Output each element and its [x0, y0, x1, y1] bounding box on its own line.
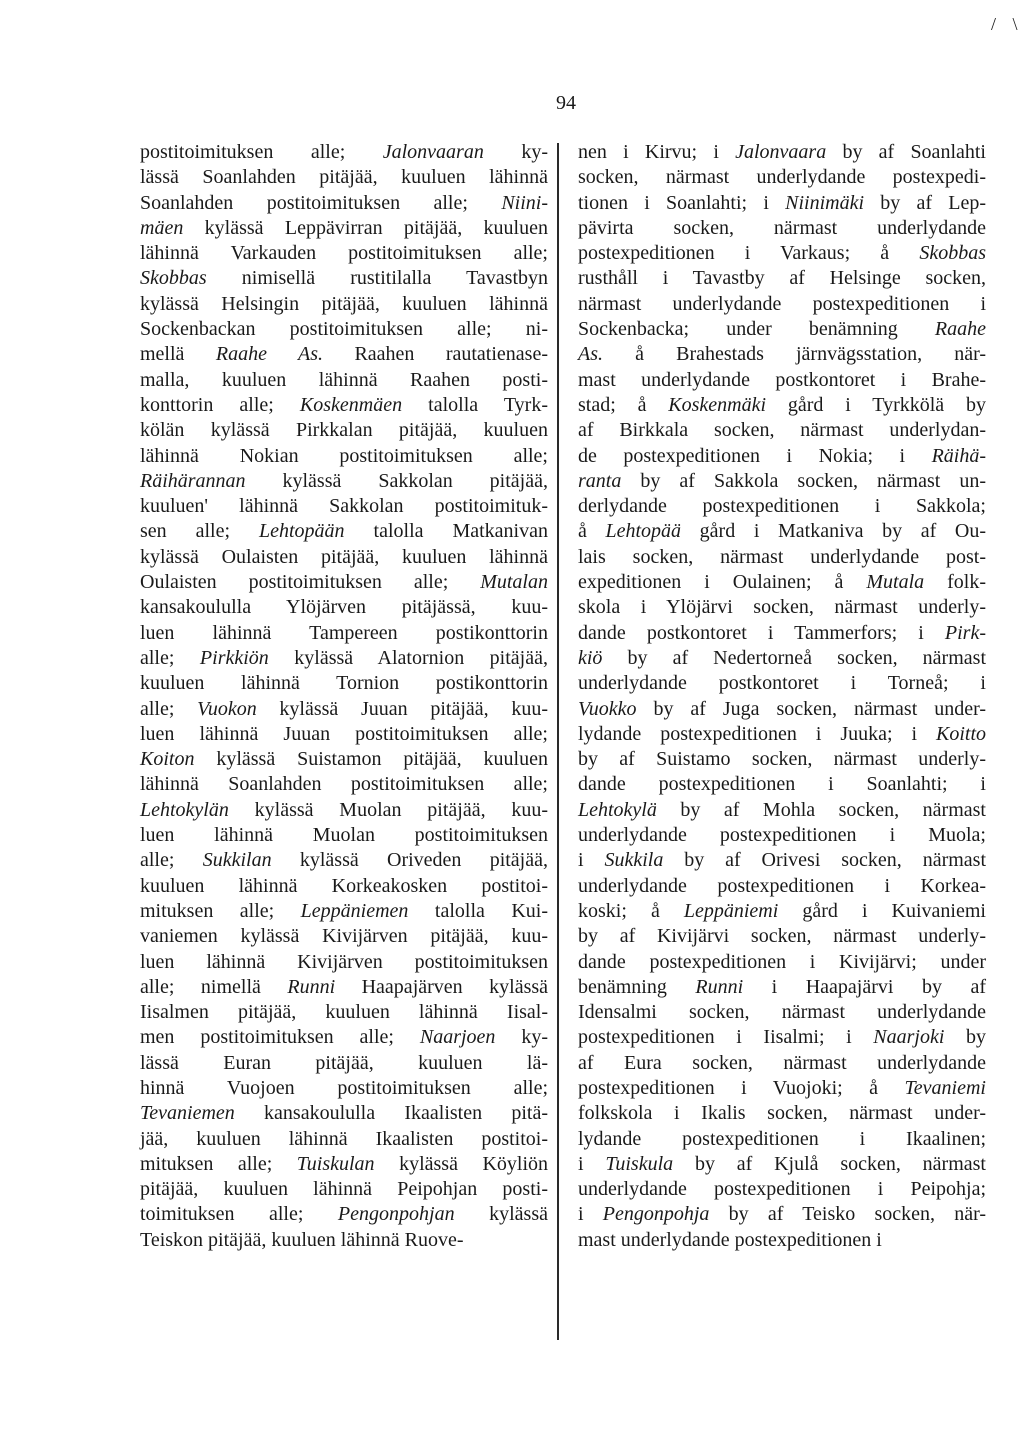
italic-place-name: Tevaniemi	[904, 1076, 986, 1099]
italic-place-name: Lehtokylä	[578, 798, 657, 821]
swedish-text-line	[578, 823, 986, 848]
swedish-text-line	[578, 165, 986, 190]
text-segment: stad; å	[578, 393, 669, 416]
swedish-text-line	[578, 924, 986, 949]
italic-place-name: Raahe	[934, 318, 986, 341]
text-segment: alle;	[140, 646, 200, 669]
swedish-text-line	[578, 368, 986, 393]
swedish-text-line	[578, 1127, 986, 1152]
finnish-text-line	[140, 975, 548, 1000]
text-segment: benämning	[578, 975, 696, 998]
finnish-text-line	[140, 342, 548, 367]
text-segment: mast underlydande postkontoret i Brahe-	[578, 368, 986, 391]
italic-place-name: Sukkila	[604, 849, 664, 872]
swedish-text-line	[578, 1051, 986, 1076]
italic-place-name: Sukkilan	[202, 849, 272, 872]
italic-place-name: Koitto	[935, 722, 986, 745]
swedish-text-line	[578, 393, 986, 418]
italic-place-name: Naarjoen	[419, 1026, 496, 1049]
swedish-text-line	[578, 874, 986, 899]
text-segment: luen lähinnä Tampereen postikonttorin	[140, 621, 548, 644]
text-segment: sen alle;	[140, 520, 259, 543]
italic-place-name: Mutalan	[480, 571, 548, 594]
swedish-text-line	[578, 494, 986, 519]
swedish-text-line	[578, 1228, 986, 1253]
finnish-text-line	[140, 798, 548, 823]
text-segment: lais socken, närmast underlydande post-	[578, 545, 986, 568]
swedish-text-line	[578, 1177, 986, 1202]
italic-place-name: Vuokon	[197, 697, 257, 720]
italic-place-name: Naarjoki	[873, 1026, 945, 1049]
text-segment: nimisellä rustitilalla Tavastbyn	[206, 267, 548, 290]
swedish-text-line	[578, 1152, 986, 1177]
text-segment: lydande postexpeditionen i Ikaalinen;	[578, 1127, 986, 1150]
finnish-text-line	[140, 165, 548, 190]
swedish-text-line	[578, 545, 986, 570]
finnish-text-line	[140, 545, 548, 570]
column-divider	[557, 143, 559, 1340]
text-segment: Haapajärven kylässä	[335, 975, 549, 998]
finnish-text-line	[140, 697, 548, 722]
swedish-text-line	[578, 266, 986, 291]
swedish-text-line	[578, 950, 986, 975]
finnish-text-line	[140, 140, 548, 165]
text-segment: lydande postexpeditionen i Juuka; i	[578, 722, 936, 745]
finnish-text-line	[140, 595, 548, 620]
text-segment: nen i Kirvu; i	[578, 141, 736, 163]
finnish-text-line	[140, 1051, 548, 1076]
text-segment: Idensalmi socken, närmast underlydande	[578, 1001, 986, 1024]
text-segment: lässä Soanlahden pitäjää, kuuluen lähinnä	[140, 166, 548, 189]
text-segment: kylässä Suistamon pitäjää, kuuluen	[194, 748, 548, 771]
text-segment: lähinnä Nokian postitoimituksen alle;	[140, 444, 548, 467]
swedish-text-line	[578, 1202, 986, 1227]
finnish-text-line	[140, 874, 548, 899]
text-segment: kuuluen' lähinnä Sakkolan postitoimituk-	[140, 495, 548, 518]
finnish-text-line	[140, 317, 548, 342]
finnish-text-line	[140, 747, 548, 772]
text-segment: Teiskon pitäjää, kuuluen lähinnä Ruove-	[140, 1228, 464, 1251]
finnish-text-line	[140, 216, 548, 241]
finnish-text-line	[140, 722, 548, 747]
text-segment: ky-	[483, 141, 548, 163]
italic-place-name: Tevaniemen	[140, 1102, 235, 1125]
finnish-text-line	[140, 848, 548, 873]
swedish-text-line	[578, 747, 986, 772]
text-segment: jää, kuuluen lähinnä Ikaalisten postitoi-	[140, 1127, 548, 1150]
italic-place-name: Vuokko	[578, 697, 637, 720]
finnish-text-line	[140, 494, 548, 519]
finnish-text-column	[140, 140, 548, 1253]
text-segment: postexpeditionen i Iisalmi; i	[578, 1026, 874, 1049]
text-segment: men postitoimituksen alle;	[140, 1026, 420, 1049]
text-segment: mellä	[140, 343, 216, 366]
text-segment: koski; å	[578, 899, 684, 922]
italic-place-name: Räihärannan	[140, 469, 246, 492]
text-segment: by af Lep-	[864, 191, 986, 214]
swedish-text-line	[578, 444, 986, 469]
text-segment: postexpeditionen i Varkaus; å	[578, 242, 920, 265]
text-segment: by af Suistamo socken, närmast underly-	[578, 748, 986, 771]
italic-place-name: Koskenmäen	[299, 393, 403, 416]
swedish-text-line	[578, 671, 986, 696]
italic-place-name: Leppäniemen	[300, 899, 409, 922]
text-segment: alle;	[140, 849, 203, 872]
swedish-text-line	[578, 848, 986, 873]
text-segment: dande postkontoret i Tammerfors; i	[578, 621, 945, 644]
text-segment: hinnä Vuojoen postitoimituksen alle;	[140, 1076, 548, 1099]
text-segment: lässä Euran pitäjää, kuuluen lä-	[140, 1051, 548, 1074]
swedish-text-line	[578, 570, 986, 595]
italic-place-name: Raahe As.	[215, 343, 324, 366]
italic-place-name: Skobbas	[919, 242, 986, 265]
text-segment: folk-	[924, 571, 986, 594]
finnish-text-line	[140, 570, 548, 595]
italic-place-name: Skobbas	[140, 267, 207, 290]
finnish-text-line	[140, 1000, 548, 1025]
swedish-text-line	[578, 519, 986, 544]
finnish-text-line	[140, 823, 548, 848]
text-segment: luen lähinnä Muolan postitoimituksen	[140, 824, 548, 847]
text-segment: mituksen alle;	[140, 899, 301, 922]
swedish-text-line	[578, 317, 986, 342]
italic-place-name: Koskenmäki	[668, 393, 767, 416]
swedish-text-line	[578, 1025, 986, 1050]
finnish-text-line	[140, 1228, 548, 1253]
italic-place-name: Pengonpohja	[602, 1203, 710, 1226]
italic-place-name: Lehtopää	[605, 520, 682, 543]
finnish-text-line	[140, 292, 548, 317]
swedish-text-line	[578, 722, 986, 747]
italic-place-name: As.	[578, 343, 603, 366]
text-segment: kylässä	[454, 1203, 548, 1226]
text-segment: mast underlydande postexpeditionen i	[578, 1228, 882, 1251]
text-segment: Raahen rautatienase-	[323, 343, 548, 366]
text-segment: alle;	[140, 697, 198, 720]
swedish-text-line	[578, 899, 986, 924]
italic-place-name: Lehtopään	[259, 520, 345, 543]
text-segment: by af Juga socken, närmast under-	[636, 697, 986, 720]
finnish-text-line	[140, 621, 548, 646]
text-segment: by	[944, 1026, 987, 1049]
text-segment: å	[578, 520, 606, 543]
swedish-text-line	[578, 241, 986, 266]
text-segment: talolla Tyrk-	[402, 393, 548, 416]
italic-place-name: Runni	[695, 975, 744, 998]
finnish-text-line	[140, 1025, 548, 1050]
swedish-text-line	[578, 646, 986, 671]
swedish-text-line	[578, 975, 986, 1000]
italic-place-name: Niinimäki	[785, 191, 865, 214]
italic-place-name: Jalonvaara	[735, 141, 827, 163]
text-segment: gård i Kuivaniemi	[778, 899, 986, 922]
text-segment: lähinnä Soanlahden postitoimituksen alle;	[140, 773, 548, 796]
swedish-text-line	[578, 1076, 986, 1101]
text-segment: by af Orivesi socken, närmast	[663, 849, 987, 872]
text-segment: by af Kivijärvi socken, närmast underly-	[578, 925, 986, 948]
text-segment: by af Kjulå socken, närmast	[673, 1152, 986, 1175]
text-segment: i	[578, 849, 605, 872]
text-segment: kylässä Oriveden pitäjää,	[271, 849, 548, 872]
finnish-text-line	[140, 368, 548, 393]
text-segment: Iisalmen pitäjää, kuuluen lähinnä Iisal-	[140, 1001, 548, 1024]
text-segment: postexpeditionen i Vuojoki; å	[578, 1076, 905, 1099]
text-segment: de postexpeditionen i Nokia; i	[578, 444, 932, 467]
swedish-text-line	[578, 798, 986, 823]
italic-place-name: Räihä-	[931, 444, 986, 467]
text-segment: kylässä Helsingin pitäjää, kuuluen lähinnä	[140, 292, 548, 315]
swedish-text-line	[578, 292, 986, 317]
text-segment: luen lähinnä Juuan postitoimituksen alle;	[140, 722, 548, 745]
text-segment: by af Nedertorneå socken, närmast	[602, 646, 986, 669]
text-segment: socken, närmast underlydande postexpedi-	[578, 166, 986, 189]
text-segment: underlydande postexpeditionen i Peipohja;	[578, 1178, 986, 1201]
text-segment: kylässä Leppävirran pitäjää, kuuluen	[183, 216, 548, 239]
italic-place-name: Lehtokylän	[140, 798, 229, 821]
text-segment: å Brahestads järnvägsstation, när-	[603, 343, 986, 366]
text-segment: ky-	[495, 1026, 548, 1049]
swedish-text-line	[578, 140, 986, 165]
text-segment: Sockenbackan postitoimituksen alle; ni-	[140, 318, 548, 341]
finnish-text-line	[140, 671, 548, 696]
italic-place-name: Leppäniemi	[683, 899, 779, 922]
italic-place-name: ranta	[578, 469, 622, 492]
finnish-text-line	[140, 393, 548, 418]
swedish-text-line	[578, 1101, 986, 1126]
finnish-text-line	[140, 469, 548, 494]
finnish-text-line	[140, 1202, 548, 1227]
finnish-text-line	[140, 418, 548, 443]
italic-place-name: Mutala	[866, 571, 925, 594]
swedish-text-line	[578, 621, 986, 646]
swedish-text-line	[578, 342, 986, 367]
text-segment: luen lähinnä Kivijärven postitoimituksen	[140, 950, 548, 973]
page-number: 94	[556, 92, 576, 114]
text-segment: närmast underlydande postexpeditionen i	[578, 292, 986, 315]
text-segment: underlydande postexpeditionen i Muola;	[578, 824, 986, 847]
italic-place-name: Tuiskulan	[296, 1152, 375, 1175]
text-segment: talolla Kui-	[408, 899, 548, 922]
text-segment: kylässä Oulaisten pitäjää, kuuluen lähinnä	[140, 545, 548, 568]
text-segment: pävirta socken, närmast underlydande	[578, 216, 986, 239]
text-segment: kylässä Alatornion pitäjää,	[268, 646, 548, 669]
text-segment: kylässä Köyliön	[374, 1152, 548, 1175]
text-segment: kuuluen lähinnä Tornion postikonttorin	[140, 672, 548, 695]
text-segment: by af Sakkola socken, närmast un-	[621, 469, 986, 492]
text-segment: i	[578, 1152, 606, 1175]
finnish-text-line	[140, 1152, 548, 1177]
text-segment: af Birkkala socken, närmast underlydan-	[578, 419, 986, 442]
text-segment: by af Mohla socken, närmast	[656, 798, 986, 821]
text-segment: vaniemen kylässä Kivijärven pitäjää, kuu-	[140, 925, 548, 948]
italic-place-name: Pengonpohjan	[337, 1203, 455, 1226]
text-segment: kölän kylässä Pirkkalan pitäjää, kuuluen	[140, 419, 548, 442]
finnish-text-line	[140, 1127, 548, 1152]
text-segment: skola i Ylöjärvi socken, närmast underly-	[578, 596, 986, 619]
italic-place-name: Koiton	[140, 748, 195, 771]
swedish-text-line	[578, 216, 986, 241]
swedish-text-line	[578, 191, 986, 216]
text-segment: tionen i Soanlahti; i	[578, 191, 786, 214]
italic-place-name: mäen	[140, 216, 184, 239]
text-segment: kylässä Sakkolan pitäjää,	[245, 469, 548, 492]
text-segment: gård i Matkaniva by af Ou-	[681, 520, 986, 543]
text-segment: Sockenbacka; under benämning	[578, 318, 935, 341]
swedish-text-line	[578, 469, 986, 494]
finnish-text-line	[140, 899, 548, 924]
finnish-text-line	[140, 772, 548, 797]
italic-place-name: Niini-	[501, 191, 548, 214]
text-segment: dande postexpeditionen i Kivijärvi; under	[578, 950, 986, 973]
finnish-text-line	[140, 241, 548, 266]
finnish-text-line	[140, 519, 548, 544]
swedish-text-line	[578, 772, 986, 797]
text-segment: folkskola i Ikalis socken, närmast under-	[578, 1102, 986, 1125]
text-segment: toimituksen alle;	[140, 1203, 338, 1226]
swedish-text-column	[578, 140, 986, 1253]
finnish-text-line	[140, 191, 548, 216]
text-segment: lähinnä Varkauden postitoimituksen alle;	[140, 242, 548, 265]
text-segment: kylässä Muolan pitäjää, kuu-	[228, 798, 548, 821]
swedish-text-line	[578, 418, 986, 443]
text-segment: expeditionen i Oulainen; å	[578, 571, 867, 594]
text-segment: underlydande postkontoret i Torneå; i	[578, 672, 986, 695]
text-segment: derlydande postexpeditionen i Sakkola;	[578, 495, 986, 518]
finnish-text-line	[140, 1076, 548, 1101]
text-segment: talolla Matkanivan	[344, 520, 548, 543]
swedish-text-line	[578, 697, 986, 722]
text-segment: mituksen alle;	[140, 1152, 297, 1175]
text-segment: af Eura socken, närmast underlydande	[578, 1051, 986, 1074]
italic-place-name: Pirkkiön	[199, 646, 269, 669]
text-segment: kuuluen lähinnä Korkeakosken postitoi-	[140, 874, 548, 897]
finnish-text-line	[140, 1177, 548, 1202]
italic-place-name: kiö	[578, 646, 603, 669]
corner-mark: / \	[991, 14, 1024, 34]
finnish-text-line	[140, 646, 548, 671]
text-segment: i Haapajärvi by af	[743, 975, 986, 998]
text-segment: Soanlahden postitoimituksen alle;	[140, 191, 502, 214]
finnish-text-line	[140, 950, 548, 975]
text-segment: Oulaisten postitoimituksen alle;	[140, 571, 481, 594]
italic-place-name: Tuiskula	[605, 1152, 674, 1175]
text-segment: kansakoululla Ylöjärven pitäjässä, kuu-	[140, 596, 548, 619]
swedish-text-line	[578, 1000, 986, 1025]
text-segment: rusthåll i Tavastby af Helsinge socken,	[578, 267, 986, 290]
finnish-text-line	[140, 1101, 548, 1126]
text-segment: pitäjää, kuuluen lähinnä Peipohjan posti-	[140, 1178, 548, 1201]
text-segment: postitoimituksen alle;	[140, 141, 383, 163]
text-segment: malla, kuuluen lähinnä Raahen posti-	[140, 368, 548, 391]
text-segment: konttorin alle;	[140, 393, 300, 416]
italic-place-name: Jalonvaaran	[382, 141, 484, 163]
text-segment: by af Teisko socken, när-	[709, 1203, 986, 1226]
text-segment: dande postexpeditionen i Soanlahti; i	[578, 773, 986, 796]
text-segment: gård i Tyrkkölä by	[766, 393, 986, 416]
text-segment: i	[578, 1203, 603, 1226]
text-segment: by af Soanlahti	[826, 141, 986, 163]
text-segment: underlydande postexpeditionen i Korkea-	[578, 874, 986, 897]
italic-place-name: Runni	[287, 975, 336, 998]
text-segment: kylässä Juuan pitäjää, kuu-	[256, 697, 548, 720]
text-segment: alle; nimellä	[140, 975, 288, 998]
text-segment: kansakoululla Ikaalisten pitä-	[234, 1102, 548, 1125]
italic-place-name: Pirk-	[944, 621, 986, 644]
finnish-text-line	[140, 924, 548, 949]
finnish-text-line	[140, 266, 548, 291]
finnish-text-line	[140, 444, 548, 469]
swedish-text-line	[578, 595, 986, 620]
